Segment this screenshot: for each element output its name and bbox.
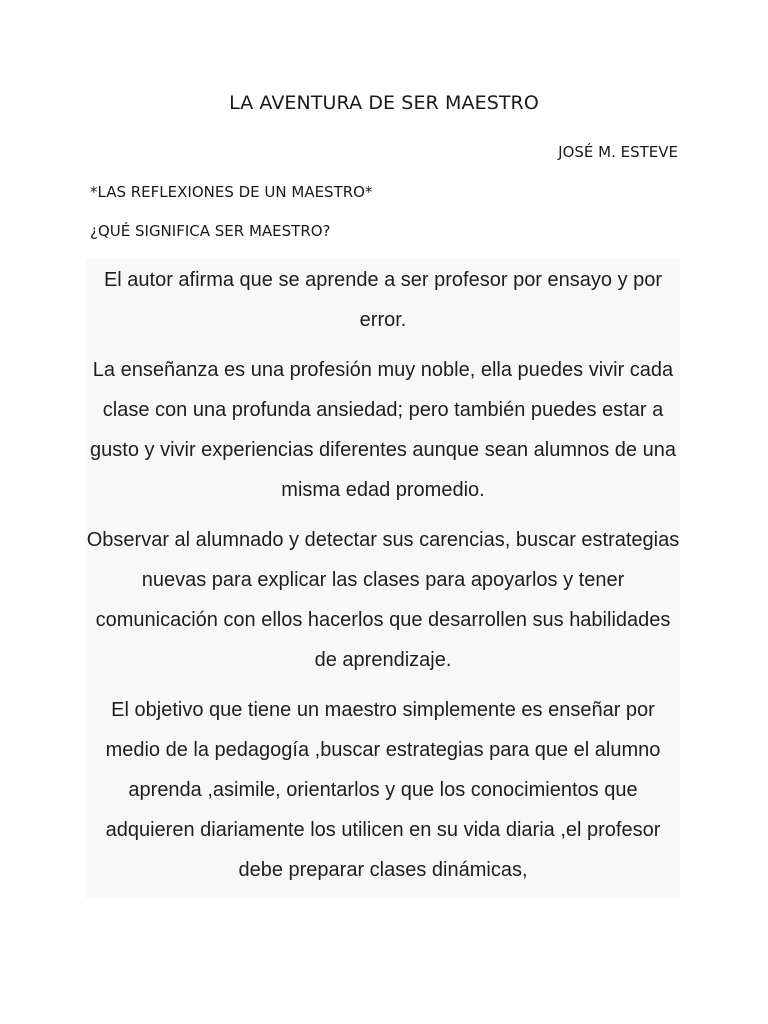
body-text-block [86,258,680,898]
section-heading: *LAS REFLEXIONES DE UN MAESTRO* [90,183,373,201]
question-heading: ¿QUÉ SIGNIFICA SER MAESTRO? [90,222,331,240]
author-name: JOSÉ M. ESTEVE [558,143,678,161]
paragraph-2: La enseñanza es una profesión muy noble, ella puedes vivir cada clase con una profunda ansiedad; pero también puedes estar a gusto y vivir experiencias diferentes aunque sean alumnos de una misma edad promedio. [90,359,676,501]
paragraph-4: El objetivo que tiene un maestro simplemente es enseñar por medio de la pedagogía ,buscar estrategias para que el alumno aprenda ,asimile, orientarlos y que los conocimientos que adquieren diariamente los utilicen en su vida diaria ,el profesor debe preparar clases dinámicas, [105,699,661,881]
paragraph-1: El autor afirma que se aprende a ser profesor por ensayo y por error. [103,269,663,331]
page-title: LA AVENTURA DE SER MAESTRO [229,92,539,114]
paragraph-3: Observar al alumnado y detectar sus carencias, buscar estrategias nuevas para explicar las clases para apoyarlos y tener comunicación con ellos hacerlos que desarrollen sus habilidades de aprendizaje. [86,529,680,671]
